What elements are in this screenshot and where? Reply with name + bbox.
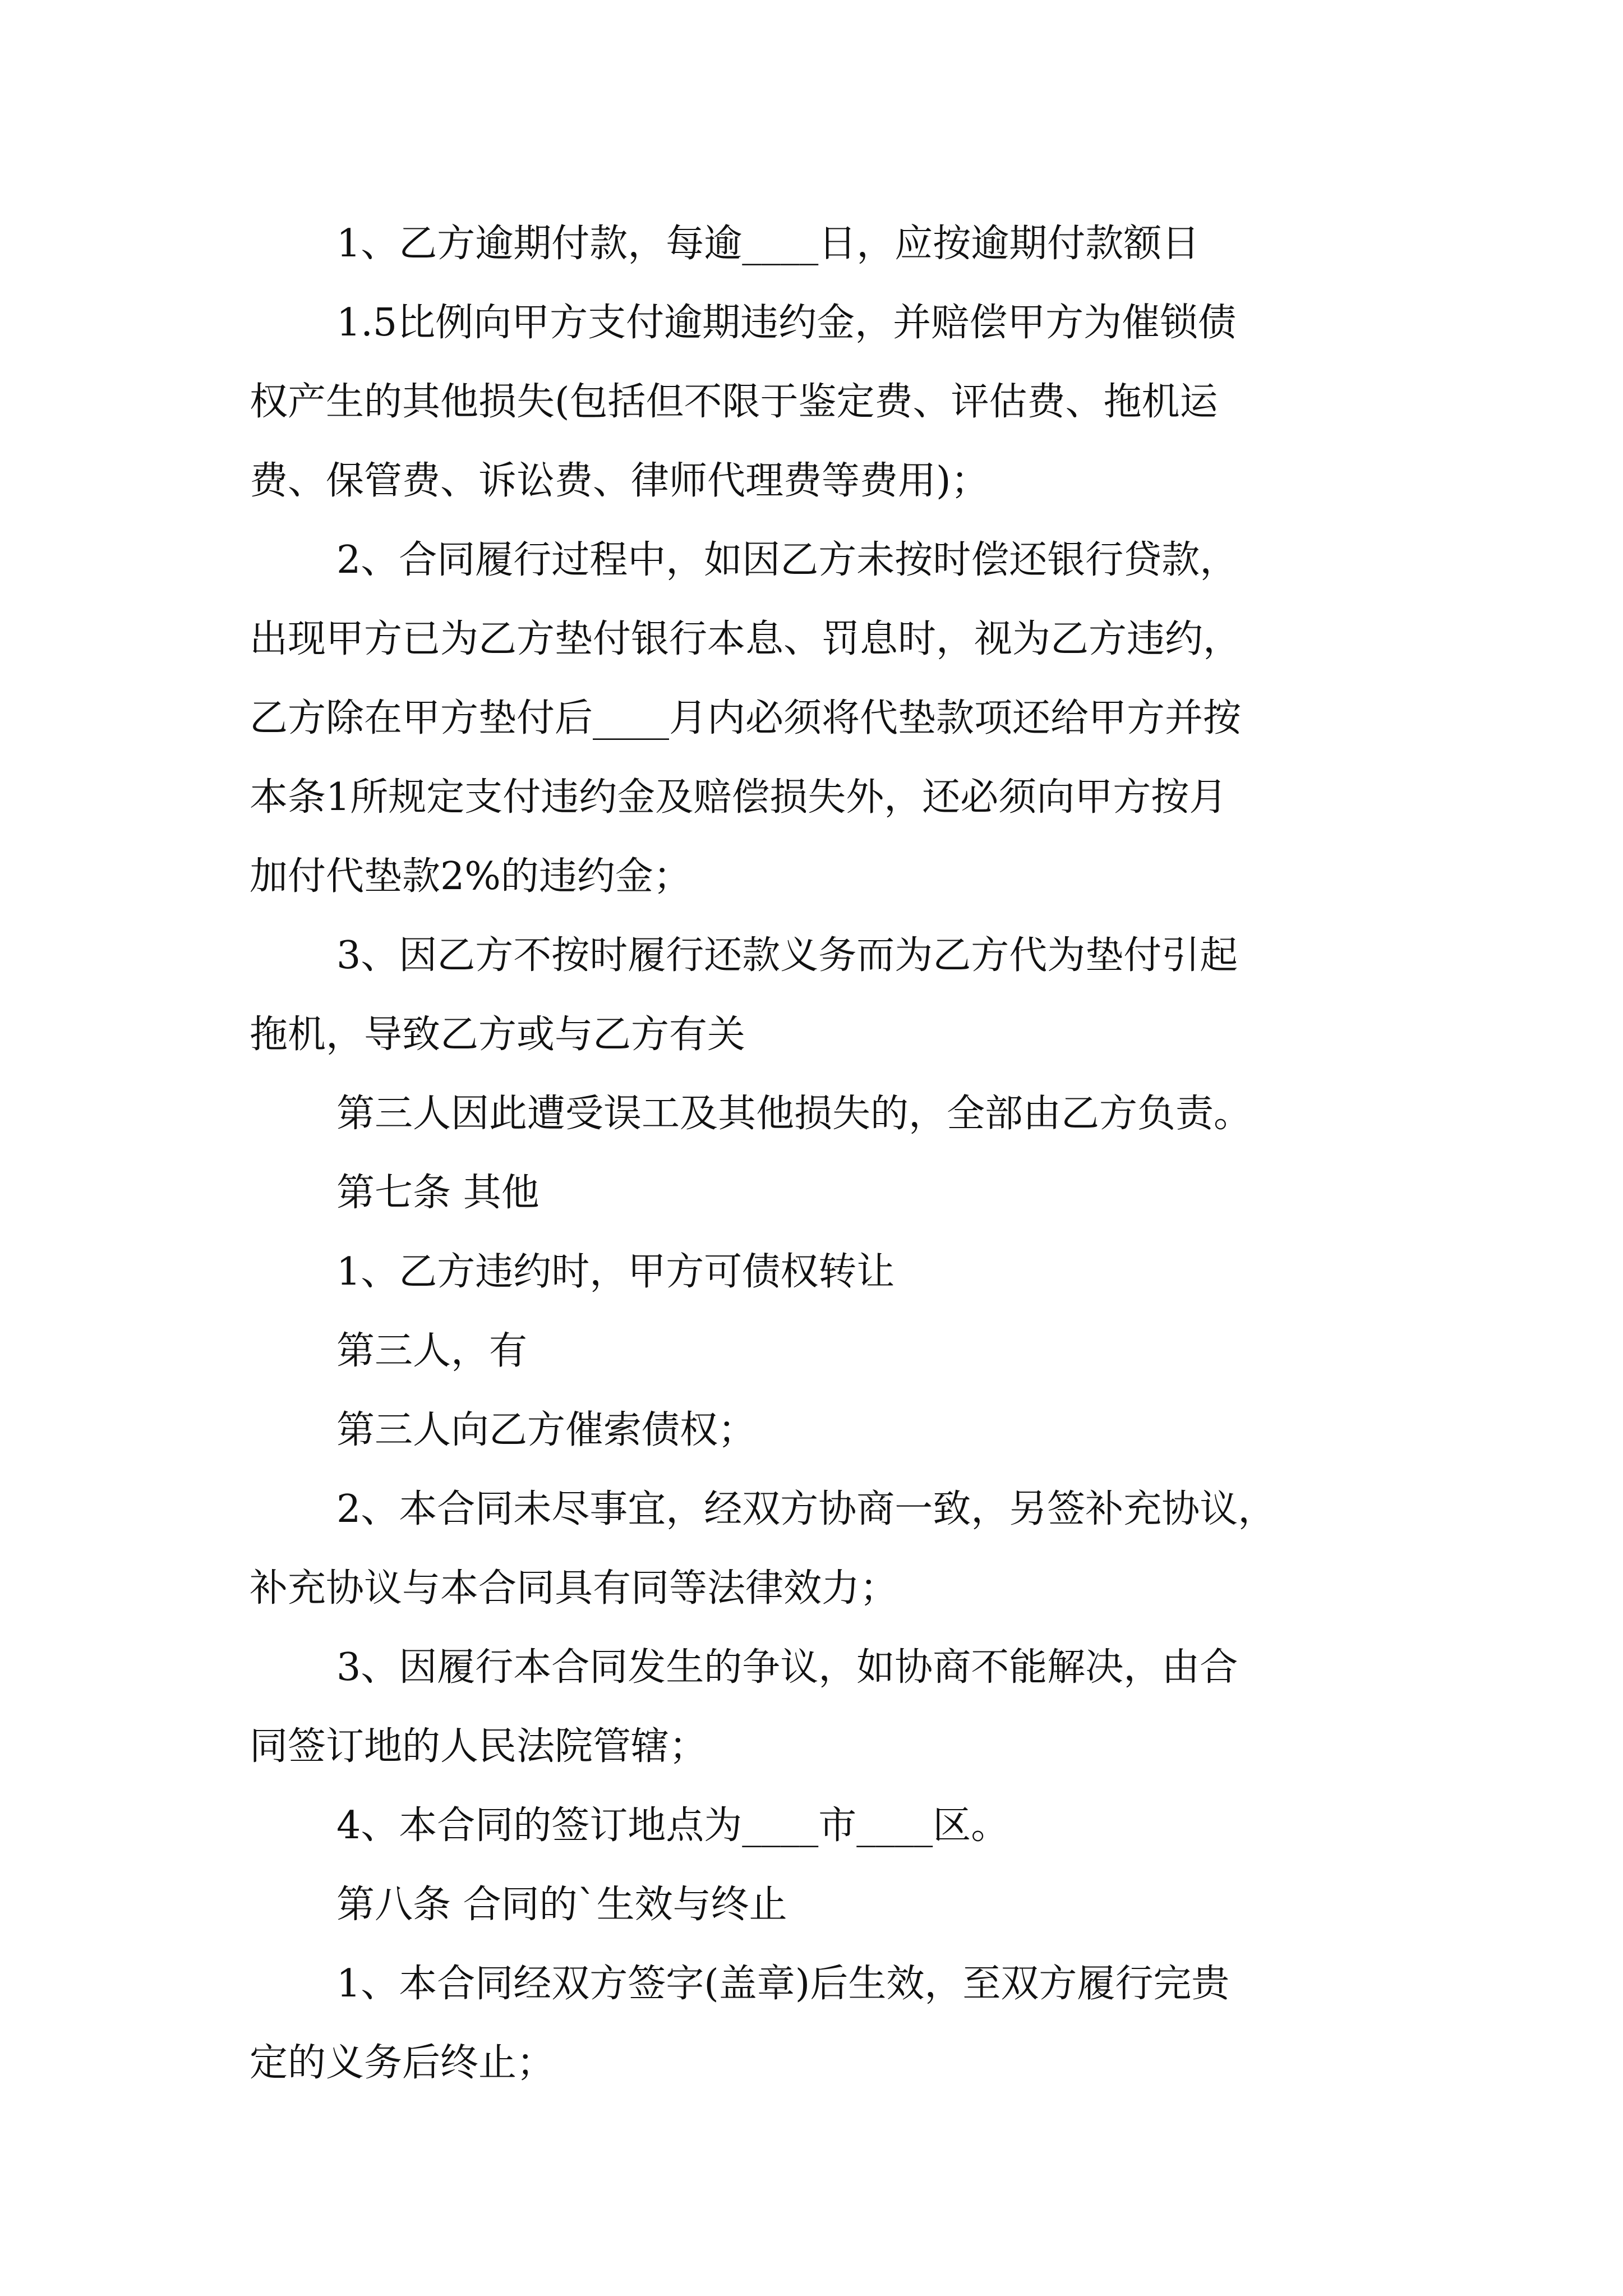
- text-line-9: 加付代垫款2%的违约金；: [250, 854, 691, 899]
- text-line-11: 拖机，导致乙方或与乙方有关: [250, 1013, 746, 1057]
- text-line-2: 1.5比例向甲方支付逾期违约金，并赔偿甲方为催锁债: [336, 301, 1237, 345]
- text-line-21: 4、本合同的签订地点为____市____区。: [336, 1803, 1009, 1848]
- text-line-23: 1、本合同经双方签字(盖章)后生效，至双方履行完贵: [336, 1962, 1230, 2006]
- text-line-7: 乙方除在甲方垫付后____月内必须将代垫款项还给甲方并按: [250, 696, 1242, 740]
- text-line-17: 2、本合同未尽事宜，经双方协商一致，另签补充协议，: [336, 1487, 1276, 1531]
- text-line-22: 第八条 合同的`生效与终止: [336, 1883, 787, 1927]
- text-line-4: 费、保管费、诉讼费、律师代理费等费用)；: [250, 459, 989, 503]
- text-line-20: 同签订地的人民法院管辖；: [250, 1724, 708, 1769]
- text-line-18: 补充协议与本合同具有同等法律效力；: [250, 1566, 898, 1611]
- text-line-3: 权产生的其他损失(包括但不限于鉴定费、评估费、拖机运: [250, 380, 1218, 424]
- text-line-10: 3、因乙方不按时履行还款义务而为乙方代为垫付引起: [336, 933, 1238, 978]
- text-line-8: 本条1所规定支付违约金及赔偿损失外，还必须向甲方按月: [250, 775, 1228, 820]
- text-line-16: 第三人向乙方催索债权；: [336, 1408, 757, 1452]
- text-line-15: 第三人，有: [336, 1329, 528, 1373]
- text-line-6: 出现甲方已为乙方垫付银行本息、罚息时，视为乙方违约，: [250, 617, 1242, 661]
- text-line-12: 第三人因此遭受误工及其他损失的，全部由乙方负责。: [336, 1092, 1252, 1136]
- text-line-24: 定的义务后终止；: [250, 2041, 555, 2085]
- text-line-14: 1、乙方违约时，甲方可债权转让: [336, 1250, 895, 1294]
- text-line-5: 2、合同履行过程中，如因乙方未按时偿还银行贷款，: [336, 538, 1238, 582]
- text-line-19: 3、因履行本合同发生的争议，如协商不能解决，由合: [336, 1645, 1238, 1690]
- text-line-13: 第七条 其他: [336, 1171, 540, 1215]
- text-line-1: 1、乙方逾期付款，每逾____日，应按逾期付款额日: [336, 222, 1200, 266]
